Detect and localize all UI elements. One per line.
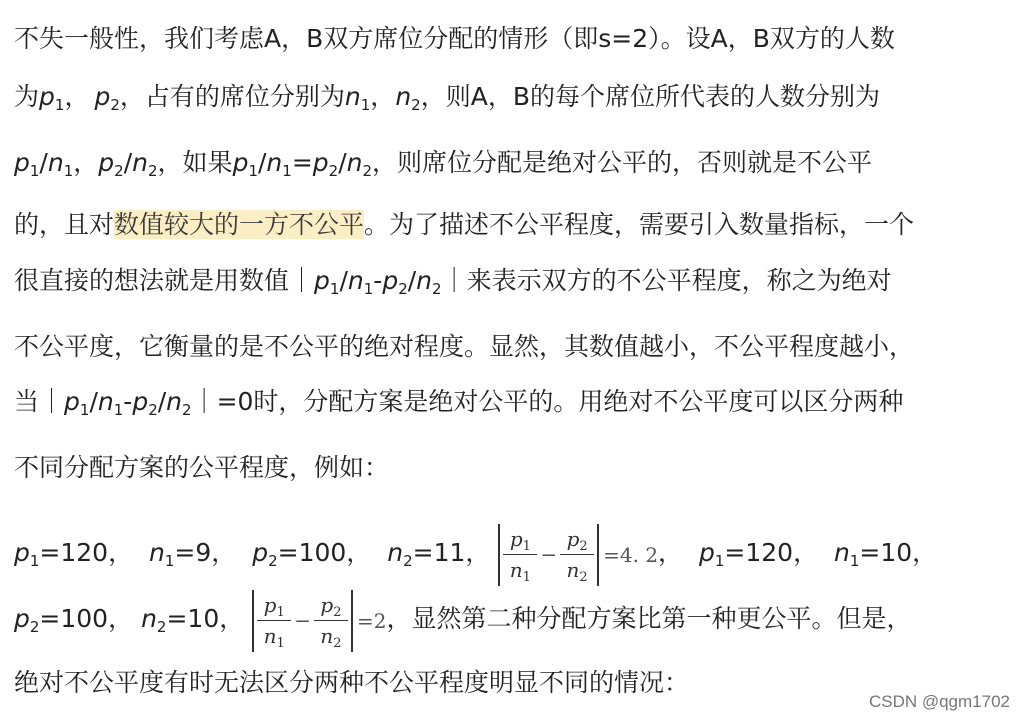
- paragraph-line-8: 不同分配方案的公平程度，例如：: [14, 453, 390, 482]
- paragraph-line-11: 绝对不公平度有时无法区分两种不公平程度明显不同的情况：: [14, 668, 690, 697]
- csdn-watermark: CSDN @qgm1702: [868, 692, 1010, 711]
- paragraph-line-6: 不公平度，它衡量的是不公平的绝对程度。显然，其数值越小，不公平程度越小，: [14, 332, 915, 361]
- paragraph-line-2: 为$p_1$， $p_2$，占有的席位分别为$n_1$，$n_2$，则A，B的每个席位所代表的人数分别为: [14, 82, 880, 114]
- abs-diff-formula-1: $\frac{p_1}{n_1}$ − $\frac{p_2}{n_2}$ =4. 2: [498, 520, 658, 588]
- example-line-2: $p_2=100$， $n_2=10$， $\frac{p_1}{n_1}$ − $\frac{p_2}{n_2}$ =2，显然第二种分配方案比第一种更公平。但是，: [14, 586, 911, 654]
- paragraph-line-4: 的，且对数值较大的一方不公平。为了描述不公平程度，需要引入数量指标，一个: [14, 210, 915, 239]
- example-line-1: $p_1=120$， $n_1=9$， $p_2=100$， $n_2=11$， $\frac{p_1}{n_1}$ − $\frac{p_2}{n_2}$ =4. 2， $p_1=120$， $n_1=10$，: [14, 520, 937, 588]
- paragraph-line-3: $p_1/n_1$，$p_2/n_2$，如果$p_1/n_1=p_2/n_2$，则席位分配是绝对公平的，否则就是不公平: [14, 148, 873, 180]
- paragraph-line-7: 当$|p_1/n_1-p_2/n_2|=0$时，分配方案是绝对公平的。用绝对不公平度可以区分两种: [14, 387, 904, 419]
- paragraph-line-5: 很直接的想法就是用数值$|p_1/n_1-p_2/n_2|$来表示双方的不公平程度，称之为绝对: [14, 266, 892, 298]
- abs-diff-formula-2: $\frac{p_1}{n_1}$ − $\frac{p_2}{n_2}$ =2: [252, 586, 386, 654]
- highlighted-phrase: 数值较大的一方不公平: [114, 210, 365, 239]
- paragraph-line-1: 不失一般性，我们考虑A，B双方席位分配的情形（即s=2）。设A，B双方的人数: [14, 24, 895, 53]
